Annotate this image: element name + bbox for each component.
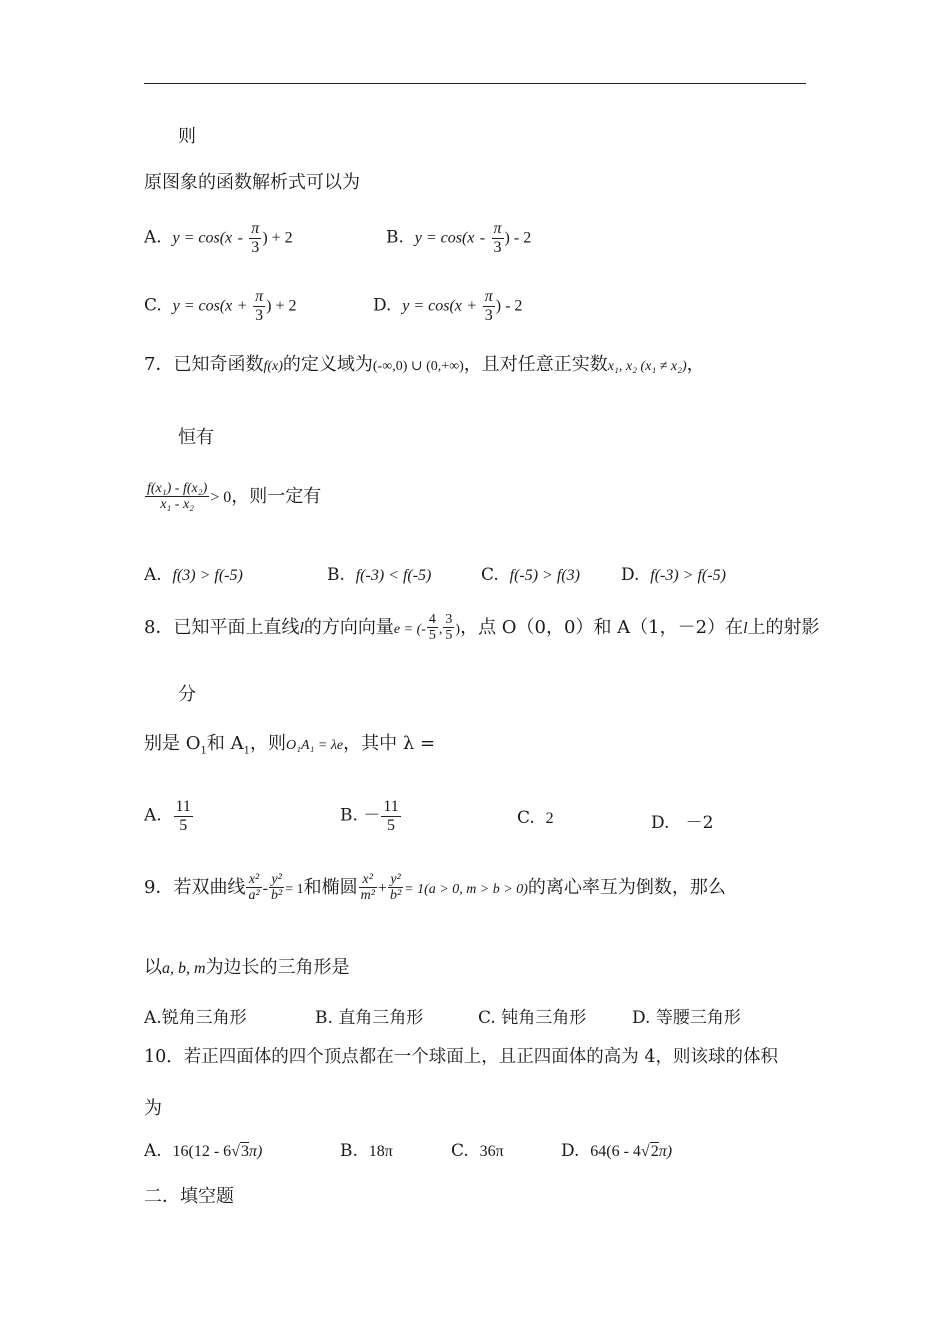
header-rule [144, 83, 806, 84]
difference-quotient: $\frac{\text{f(x₁) - f(x₂)}}{\text{x₁ - x₂}}$ [147, 481, 208, 513]
frac-4-5: $\frac{4}{5}$ [428, 612, 436, 644]
pi-over-3: $\frac{\pi}{3}$ [255, 288, 264, 324]
x2-over-m2: $\frac{\text{x²}}{\text{m²}}$ [360, 872, 375, 904]
y2-over-b2: $\frac{\text{y²}}{\text{b²}}$ [389, 872, 402, 904]
q6-ze: 则 [178, 126, 196, 147]
pi-over-3: $\frac{\pi}{3}$ [484, 288, 493, 324]
q9-stem: 9．若双曲线 $\frac{\text{x²}}{\text{a²}}$ - $\frac{\text{y²}}{\text{b²}}$ = 1和椭圆 $\frac{\text{x²}}{\text{m²}}$ + $\frac{\text{y²}}{\text{b²}}$ = 1(a > 0, m > b > 0)的离心率互为倒数，那么 [144, 872, 726, 904]
q8-stem-cont: 分 [178, 684, 196, 705]
q6-option-c[interactable]: C. y = cos(x + $\frac{\pi}{3}$ ) + 2 [144, 288, 297, 324]
q9-option-a[interactable]: A.锐角三角形 [144, 1008, 247, 1028]
q10-stem-cont: 为 [144, 1098, 162, 1119]
section-2-title: 二．填空题 [144, 1186, 234, 1207]
q9-stem-cont: 以a, b, m为边长的三角形是 [144, 957, 350, 978]
q6-option-a[interactable]: A. y = cos(x - $\frac{\pi}{3}$ ) + 2 [144, 220, 293, 256]
q7-option-c[interactable]: C. f(-5) > f(3) [481, 565, 580, 585]
q9-option-b[interactable]: B. 直角三角形 [315, 1008, 424, 1028]
pi-over-3: $\frac{\pi}{3}$ [251, 220, 260, 256]
q7-stem-cont: 恒有 [178, 427, 214, 448]
q6-prompt: 原图象的函数解析式可以为 [144, 172, 360, 193]
q8-stem: 8．已知平面上直线l的方向向量e = (- $\frac{4}{5}$ , $\frac{3}{5}$ )，点 O（0，0）和 A（1，－2）在l上的射影 [144, 612, 820, 644]
q7-option-d[interactable]: D. f(-3) > f(-5) [621, 565, 726, 585]
q8-option-d[interactable]: D. －2 [651, 813, 714, 833]
q7-option-a[interactable]: A. f(3) > f(-5) [144, 565, 243, 585]
q9-option-c[interactable]: C. 钝角三角形 [478, 1008, 587, 1028]
frac-11-5: $\frac{11}{5}$ [175, 798, 191, 834]
q8-option-a[interactable]: A. $\frac{11}{5}$ [144, 798, 191, 834]
q8-option-c[interactable]: C. 2 [517, 808, 554, 828]
frac-11-5: $\frac{11}{5}$ [383, 798, 399, 834]
q10-option-a[interactable]: A. 16(12 - 6√3π) [144, 1141, 263, 1161]
q10-stem: 10．若正四面体的四个顶点都在一个球面上，且正四面体的高为 4，则该球的体积 [144, 1047, 778, 1067]
q9-option-d[interactable]: D. 等腰三角形 [632, 1008, 741, 1028]
q7-stem: 7．已知奇函数f(x)的定义域为(-∞,0) ∪ (0,+∞)，且对任意正实数x₁, x₂ (x₁ ≠ x₂)， [144, 354, 705, 375]
q6-option-d[interactable]: D. y = cos(x + $\frac{\pi}{3}$ ) - 2 [373, 288, 523, 324]
frac-3-5: $\frac{3}{5}$ [445, 612, 453, 644]
q10-option-b[interactable]: B. 18π [340, 1141, 393, 1161]
pi-over-3: $\frac{\pi}{3}$ [493, 220, 502, 256]
y2-over-b2: $\frac{\text{y²}}{\text{b²}}$ [270, 872, 283, 904]
q10-option-c[interactable]: C. 36π [451, 1141, 504, 1161]
q7-condition: $\frac{\text{f(x₁) - f(x₂)}}{\text{x₁ - x₂}}$ > 0，则一定有 [147, 481, 322, 513]
q6-option-b[interactable]: B. y = cos(x - $\frac{\pi}{3}$ ) - 2 [386, 220, 532, 256]
q10-option-d[interactable]: D. 64(6 - 4√2π) [561, 1141, 673, 1161]
q7-option-b[interactable]: B. f(-3) < f(-5) [327, 565, 432, 585]
q8-option-b[interactable]: B. － $\frac{11}{5}$ [340, 798, 399, 834]
x2-over-a2: $\frac{\text{x²}}{\text{a²}}$ [248, 872, 260, 904]
q8-stem-cont2: 别是 $O_1$和 $A_1$，则O₁A₁ = λe，其中 λ = [144, 733, 436, 757]
